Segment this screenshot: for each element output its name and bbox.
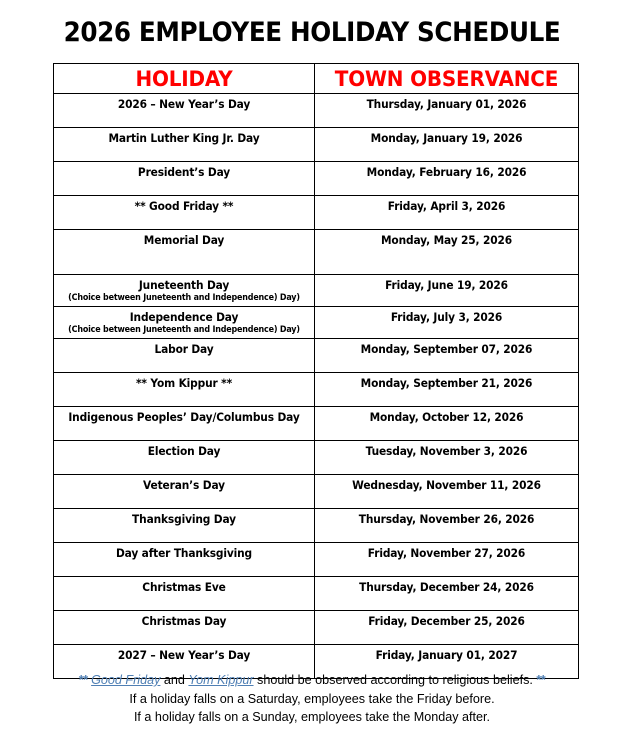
holiday-cell (54, 441, 315, 475)
observance-date: Monday, February 16, 2026 (366, 166, 527, 179)
table-row (54, 373, 579, 407)
holiday-schedule-table (53, 63, 579, 679)
table-row (54, 611, 579, 645)
observance-date: Monday, September 21, 2026 (360, 377, 533, 390)
observance-date: Tuesday, November 3, 2026 (365, 445, 528, 458)
holiday-cell (54, 230, 315, 275)
holiday-cell (54, 128, 315, 162)
column-header-observance (315, 64, 579, 94)
table-row (54, 128, 579, 162)
table-row (54, 162, 579, 196)
holiday-cell (54, 339, 315, 373)
holiday-name: ** Good Friday ** (134, 200, 234, 213)
holiday-cell (54, 475, 315, 509)
holiday-cell (54, 407, 315, 441)
footnote-line-saturday: If a holiday falls on a Saturday, employees take the Friday before. (129, 691, 495, 706)
holiday-name: Veteran’s Day (143, 479, 225, 492)
table-row (54, 475, 579, 509)
holiday-name: Christmas Day (141, 615, 227, 628)
column-header-holiday (54, 64, 315, 94)
observance-date: Friday, April 3, 2026 (387, 200, 506, 213)
observance-cell (315, 407, 579, 441)
footnote-asterisk-leading: ** (78, 673, 88, 687)
table-header-row (54, 64, 579, 94)
observance-cell (315, 162, 579, 196)
holiday-note: (Choice between Juneteenth and Independence) Day) (68, 325, 300, 335)
holiday-cell (54, 162, 315, 196)
observance-cell (315, 441, 579, 475)
holiday-name: Independence Day (129, 311, 239, 324)
footnote-link-yom-kippur[interactable]: Yom Kippur (188, 673, 254, 687)
footnote-conjunction: and (160, 673, 189, 687)
observance-cell (315, 128, 579, 162)
column-header-observance-label: TOWN OBSERVANCE (334, 66, 559, 91)
table-row (54, 196, 579, 230)
observance-cell (315, 339, 579, 373)
observance-date: Monday, September 07, 2026 (360, 343, 533, 356)
observance-cell (315, 543, 579, 577)
holiday-name: Juneteenth Day (138, 279, 230, 292)
holiday-name: President’s Day (137, 166, 231, 179)
table-row (54, 407, 579, 441)
holiday-name: Day after Thanksgiving (115, 547, 253, 560)
footnote-block (0, 671, 624, 727)
observance-cell (315, 230, 579, 275)
holiday-cell (54, 543, 315, 577)
observance-cell (315, 509, 579, 543)
holiday-name: Thanksgiving Day (132, 513, 236, 526)
table-row (54, 543, 579, 577)
table-row (54, 339, 579, 373)
holiday-cell (54, 611, 315, 645)
observance-date: Friday, July 3, 2026 (390, 311, 503, 324)
holiday-cell (54, 94, 315, 128)
holiday-name: Indigenous Peoples’ Day/Columbus Day (68, 411, 300, 424)
observance-date: Thursday, December 24, 2026 (359, 581, 534, 594)
observance-cell (315, 196, 579, 230)
observance-cell (315, 275, 579, 307)
observance-date: Friday, June 19, 2026 (385, 279, 508, 292)
table-body (54, 94, 579, 679)
observance-date: Friday, November 27, 2026 (367, 547, 526, 560)
table-row (54, 577, 579, 611)
table-row (54, 94, 579, 128)
footnote-line-sunday: If a holiday falls on a Sunday, employees take the Monday after. (133, 710, 491, 724)
table-row (54, 230, 579, 275)
observance-date: Friday, January 01, 2027 (375, 649, 518, 662)
holiday-cell (54, 196, 315, 230)
observance-cell (315, 307, 579, 339)
holiday-cell (54, 577, 315, 611)
observance-date: Thursday, November 26, 2026 (358, 513, 535, 526)
table-row (54, 275, 579, 307)
observance-date: Monday, May 25, 2026 (381, 234, 512, 247)
observance-date: Wednesday, November 11, 2026 (352, 479, 541, 492)
holiday-name: Labor Day (154, 343, 214, 356)
observance-date: Thursday, January 01, 2026 (366, 98, 527, 111)
column-header-holiday-label: HOLIDAY (135, 66, 233, 91)
holiday-cell (54, 373, 315, 407)
observance-date: Friday, December 25, 2026 (368, 615, 525, 628)
holiday-note: (Choice between Juneteenth and Independence) Day) (68, 293, 300, 303)
holiday-name: 2026 – New Year’s Day (117, 98, 251, 111)
footnote-link-good-friday[interactable]: Good Friday (91, 673, 161, 687)
footnote-line-religious (0, 671, 624, 690)
observance-cell (315, 94, 579, 128)
holiday-name: 2027 – New Year’s Day (117, 649, 251, 662)
holiday-name: Memorial Day (143, 234, 225, 247)
observance-date: Monday, October 12, 2026 (369, 411, 524, 424)
table-row (54, 307, 579, 339)
page-title: 2026 EMPLOYEE HOLIDAY SCHEDULE (63, 17, 561, 48)
observance-date: Monday, January 19, 2026 (370, 132, 523, 145)
holiday-name: Christmas Eve (142, 581, 226, 594)
observance-cell (315, 373, 579, 407)
holiday-name: Election Day (147, 445, 221, 458)
observance-cell (315, 475, 579, 509)
holiday-cell (54, 307, 315, 339)
holiday-name: Martin Luther King Jr. Day (108, 132, 260, 145)
table-row (54, 509, 579, 543)
holiday-cell (54, 509, 315, 543)
observance-cell (315, 577, 579, 611)
footnote-asterisk-trailing: ** (536, 673, 546, 687)
holiday-name: ** Yom Kippur ** (136, 377, 232, 390)
holiday-cell (54, 275, 315, 307)
observance-cell (315, 611, 579, 645)
table-row (54, 441, 579, 475)
footnote-tail-text: should be observed according to religious beliefs. (253, 673, 537, 687)
